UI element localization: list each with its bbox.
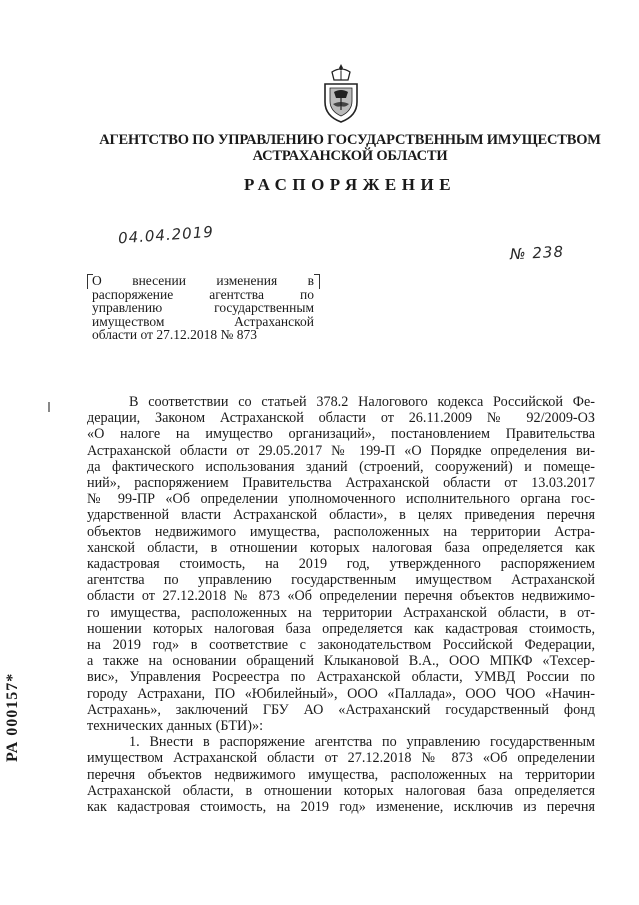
body-line: В соответствии со статьей 378.2 Налогового кодекса Российской Фе- <box>129 394 595 410</box>
handwritten-date: 04.04.2019 <box>117 222 215 248</box>
handwritten-number: № 238 <box>509 242 565 264</box>
body-line: ношении которых налоговая база определяется как кадастровая стоимость, <box>87 620 595 637</box>
body-line: на 2019 год» в соответствие с законодательством Российской Федерации, <box>87 637 595 654</box>
document-type: РАСПОРЯЖЕНИЕ <box>243 175 457 194</box>
body-line: Астраханской области, в отношении которых налоговая база определяется <box>87 782 595 799</box>
organization-name <box>60 132 639 164</box>
body-line: перечня объектов недвижимого имущества, расположенных на территории <box>87 766 595 783</box>
body-line: дерации, Законом Астраханской области от 26.11.2009 № 92/2009-ОЗ <box>87 410 595 427</box>
subject-bracket-right <box>314 274 320 289</box>
subject-line: управлению государственным <box>92 300 314 315</box>
body-line: агентства по управлению государственным имуществом Астраханской <box>87 572 595 589</box>
body-line: технических данных (БТИ)»: <box>87 718 264 735</box>
body-line: области от 27.12.2018 № 873 «Об определении перечня объектов недвижимо- <box>87 588 595 605</box>
body-line: ний», распоряжением Правительства Астраханской области от 13.03.2017 <box>87 475 595 492</box>
body-line: ханской области, в отношении которых налоговая база определяется как <box>87 539 595 556</box>
body-line: как кадастровая стоимость, на 2019 год» изменение, исключив из перечня <box>87 799 595 816</box>
org-line-1: АГЕНТСТВО ПО УПРАВЛЕНИЮ ГОСУДАРСТВЕННЫМ ИМУЩЕСТВОМ <box>99 132 601 148</box>
org-line-2: АСТРАХАНСКОЙ ОБЛАСТИ <box>252 148 448 164</box>
subject-line: распоряжение агентства по <box>92 286 314 302</box>
subject-line: О внесении изменения в <box>92 273 314 288</box>
body-line: вис», Управления Росреестра по Астраханской области, УМВД России по <box>87 669 595 686</box>
subject-line: имуществом Астраханской <box>92 313 314 329</box>
coat-of-arms-icon <box>321 62 361 124</box>
body-line: а также на основании обращений Клыкановой В.А., ООО МПКФ «Техсер- <box>87 653 595 670</box>
document-subject <box>92 274 314 342</box>
body-line: городу Астрахани, ПО «Юбилейный», ООО «Паллада», ООО ЧОО «Начин- <box>87 685 595 702</box>
body-line: го имущества, расположенных на территории Астраханской области, в от- <box>87 604 595 621</box>
body-line: ударственной власти Астраханской области», в целях приведения перечня <box>87 507 595 524</box>
body-line: объектов недвижимого имущества, расположенных на территории Астра- <box>87 523 595 540</box>
subject-line: области от 27.12.2018 № 873 <box>92 327 257 342</box>
margin-mark <box>48 402 50 412</box>
body-line: Астраханской области от 29.05.2017 № 199-П «О Порядке определения ви- <box>87 442 595 459</box>
body-line: 1. Внести в распоряжение агентства по управлению государственным <box>129 734 595 751</box>
body-line: Астрахань», заключений ГБУ АО «Астраханский государственный фонд <box>87 701 595 718</box>
document-body <box>87 394 595 815</box>
body-line: «О налоге на имущество организаций», постановлением Правительства <box>87 426 595 443</box>
body-line: да фактического использования зданий (строений, сооружений) и помеще- <box>87 458 595 475</box>
body-line: имуществом Астраханской области от 27.12.2018 № 873 «Об определении <box>87 750 595 767</box>
form-serial-stamp: РА 000157* <box>4 672 21 762</box>
body-line: № 99-ПР «Об определении уполномоченного исполнительного органа гос- <box>87 491 595 508</box>
body-line: кадастровая стоимость, на 2019 год, утвержденного распоряжением <box>87 556 595 573</box>
